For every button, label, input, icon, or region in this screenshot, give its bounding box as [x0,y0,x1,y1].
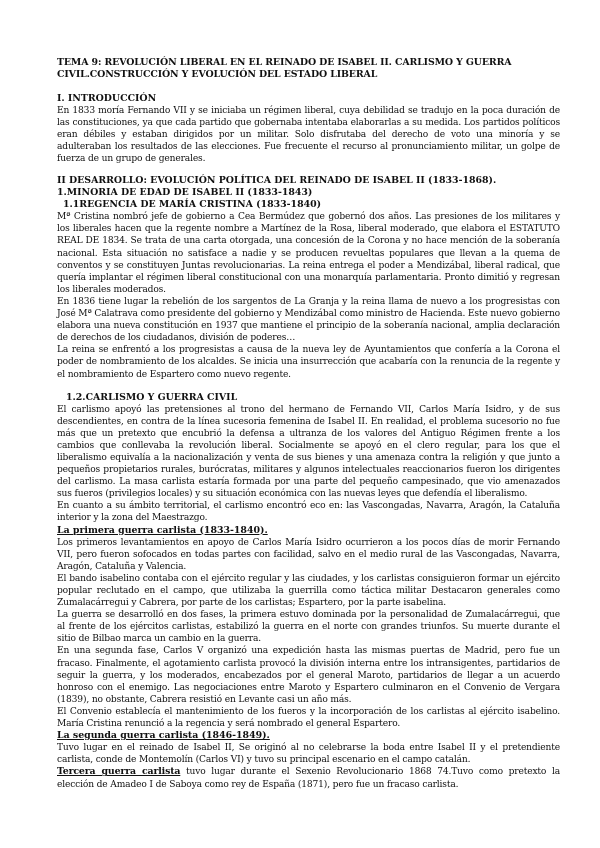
paragraph: Tuvo lugar en el reinado de Isabel II, Se originó al no celebrarse la boda entre Isabel II y el pretendiente carlista, conde de Montemolín (Carlos VI) y tuvo su principal escenario en el campo catalán. [57,743,560,766]
paragraph: El bando isabelino contaba con el ejército regular y las ciudades, y los carlistas consiguieron formar un ejército popular reclutado en el campo, que utilizaba la guerrilla como táctica militar Destacaron generales como Zumalacárregui y Cabrera, por parte de los carlistas; Espartero, por la parte isabelina. [57,573,560,609]
paragraph: En 1836 tiene lugar la rebelión de los sargentos de La Granja y la reina llama de nuevo a los progresistas con José Mª Calatrava como presidente del gobierno y Mendizábal como ministro de Hacienda. Este nuevo gobierno elabora una nueva constitución en 1937 que mantiene el principio de la soberanía nacional, amplia declaración de derechos de los ciudadanos, división de poderes… [57,296,560,344]
section-heading-desarrollo: II DESARROLLO: EVOLUCIÓN POLÍTICA DEL REINADO DE ISABEL II (1833-1868). [57,175,497,187]
subheading-minoria: 1.MINORIA DE EDAD DE ISABEL II (1833-1843) [57,187,313,199]
intro-paragraph: En 1833 moría Fernando VII y se iniciaba un régimen liberal, cuya debilidad se tradujo en la poca duración de las constituciones, ya que cada partido que gobernaba intentaba elaborarlas a su medida. Los partidos políticos eran débiles y estaban dirigidos por un militar. Solo disfrutaba del derecho de voto una minoría y se adulteraban los resultados de las elecciones. Fue frecuente el recurso al pronunciamiento militar, un golpe de fuerza de un grupo de generales. [57,105,560,165]
paragraph: En cuanto a su ámbito territorial, el carlismo encontró eco en: las Vascongadas, Navarra, Aragón, la Cataluña interior y la zona del Maestrazgo. [57,501,560,524]
paragraph: El Convenio establecía el mantenimiento de los fueros y la incorporación de los carlistas al ejército isabelino. María Cristina renunció a la regencia y será nombrado el general Espartero. [57,706,560,730]
paragraph: En una segunda fase, Carlos V organizó una expedición hasta las mismas puertas de Madrid, pero fue un fracaso. Finalmente, el agotamiento carlista provocó la división interna entre los intransigentes, partidarios de seguir la guerra, y los moderados, encabezados por el general Maroto, partidarios de llegar a un acuerdo honroso con el enemigo. Las negociaciones entre Maroto y Espartero culminaron en el Convenio de Vergara (1839), no obstante, Cabrera resistió en Levante casi un año más. [57,646,560,705]
paragraph: La reina se enfrentó a los progresistas a causa de la nueva ley de Ayuntamientos que confería a la Corona el poder de nombramiento de los alcaldes. Se inicia una insurrección que acabaría con la renuncia de la regente y el nombramiento de Espartero como nuevo regente. [57,345,560,380]
paragraph: Los primeros levantamientos en apoyo de Carlos María Isidro ocurrieron a los pocos días de morir Fernando VII, pero fueron sofocados en todas partes con facilidad, salvo en el medio rural de las Vascongadas, Navarra, Aragón, Cataluña y Valencia. [57,537,560,572]
paragraph-tercera-guerra [57,766,560,790]
paragraph: El carlismo apoyó las pretensiones al trono del hermano de Fernando VII, Carlos María Isidro, y de sus descendientes, en contra de la línea sucesoria femenina de Isabel II. En realidad, el problema sucesorio no fue más que un pretexto que encubrió la defensa a ultranza de los valores del Antiguo Régimen frente a los cambios que conllevaba la revolución liberal. Socialmente se apoyó en el clero regular, para los que el liberalismo equivalía a la nacionalización y venta de sus bienes y una amenaza contra la religión y que junto a pequeños propietarios rurales, burócratas, militares y algunos intelectuales reaccionarios fueron los dirigentes del carlismo. La masa carlista estaría formada por una parte del pequeño campesinado, que vio amenazados sus fueros (privilegios locales) y su situación económica con las nuevas leyes que defendía el liberalismo. [57,404,560,500]
section-heading-introduccion: I. INTRODUCCIÓN [57,92,157,104]
subheading-carlismo: 1.2.CARLISMO Y GUERRA CIVIL [66,391,238,403]
tercera-guerra-text: tuvo lugar durante el Sexenio Revolucionario 1868 74.Tuvo como pretexto la elección de Amadeo I de Saboya como rey de España (1871), pero fue un fracaso carlista. [57,767,560,790]
paragraph: Mª Cristina nombró jefe de gobierno a Cea Bermúdez que gobernó dos años. Las presiones de los militares y los liberales hacen que la regente nombre a Martínez de la Rosa, liberal moderado, que elabora el ESTATUTO REAL DE 1834. Se trata de una carta otorgada, una concesión de la Corona y no hace mención de la soberanía nacional. Esta situación no satisface a nadie y se producen revueltas populares que llevan a la quema de conventos y se constituyen Juntas revolucionarias. La reina entrega el poder a Mendizábal, liberal radical, que quería implantar el régimen liberal constitucional con una monarquía parlamentaria. Pronto dimitió y regresan los liberales moderados. [57,212,560,295]
heading-primera-guerra: La primera guerra carlista (1833-1840). [57,524,268,536]
subheading-regencia: 1.1REGENCIA DE MARÍA CRISTINA (1833-1840) [63,199,322,211]
heading-segunda-guerra: La segunda guerra carlista (1846-1849). [57,730,270,742]
document-title: TEMA 9: REVOLUCIÓN LIBERAL EN EL REINADO DE ISABEL II. CARLISMO Y GUERRA CIVIL.CONSTRUCCIÓN Y EVOLUCIÓN DEL ESTADO LIBERAL [57,57,512,81]
heading-tercera-guerra: Tercera guerra carlista [57,766,181,778]
paragraph: La guerra se desarrolló en dos fases, la primera estuvo dominada por la personalidad de Zumalacárregui, que al frente de los ejércitos carlistas, estabilizó la guerra en el norte con grandes triunfos. Su muerte durante el sitio de Bilbao marca un cambio en la guerra. [57,610,560,645]
